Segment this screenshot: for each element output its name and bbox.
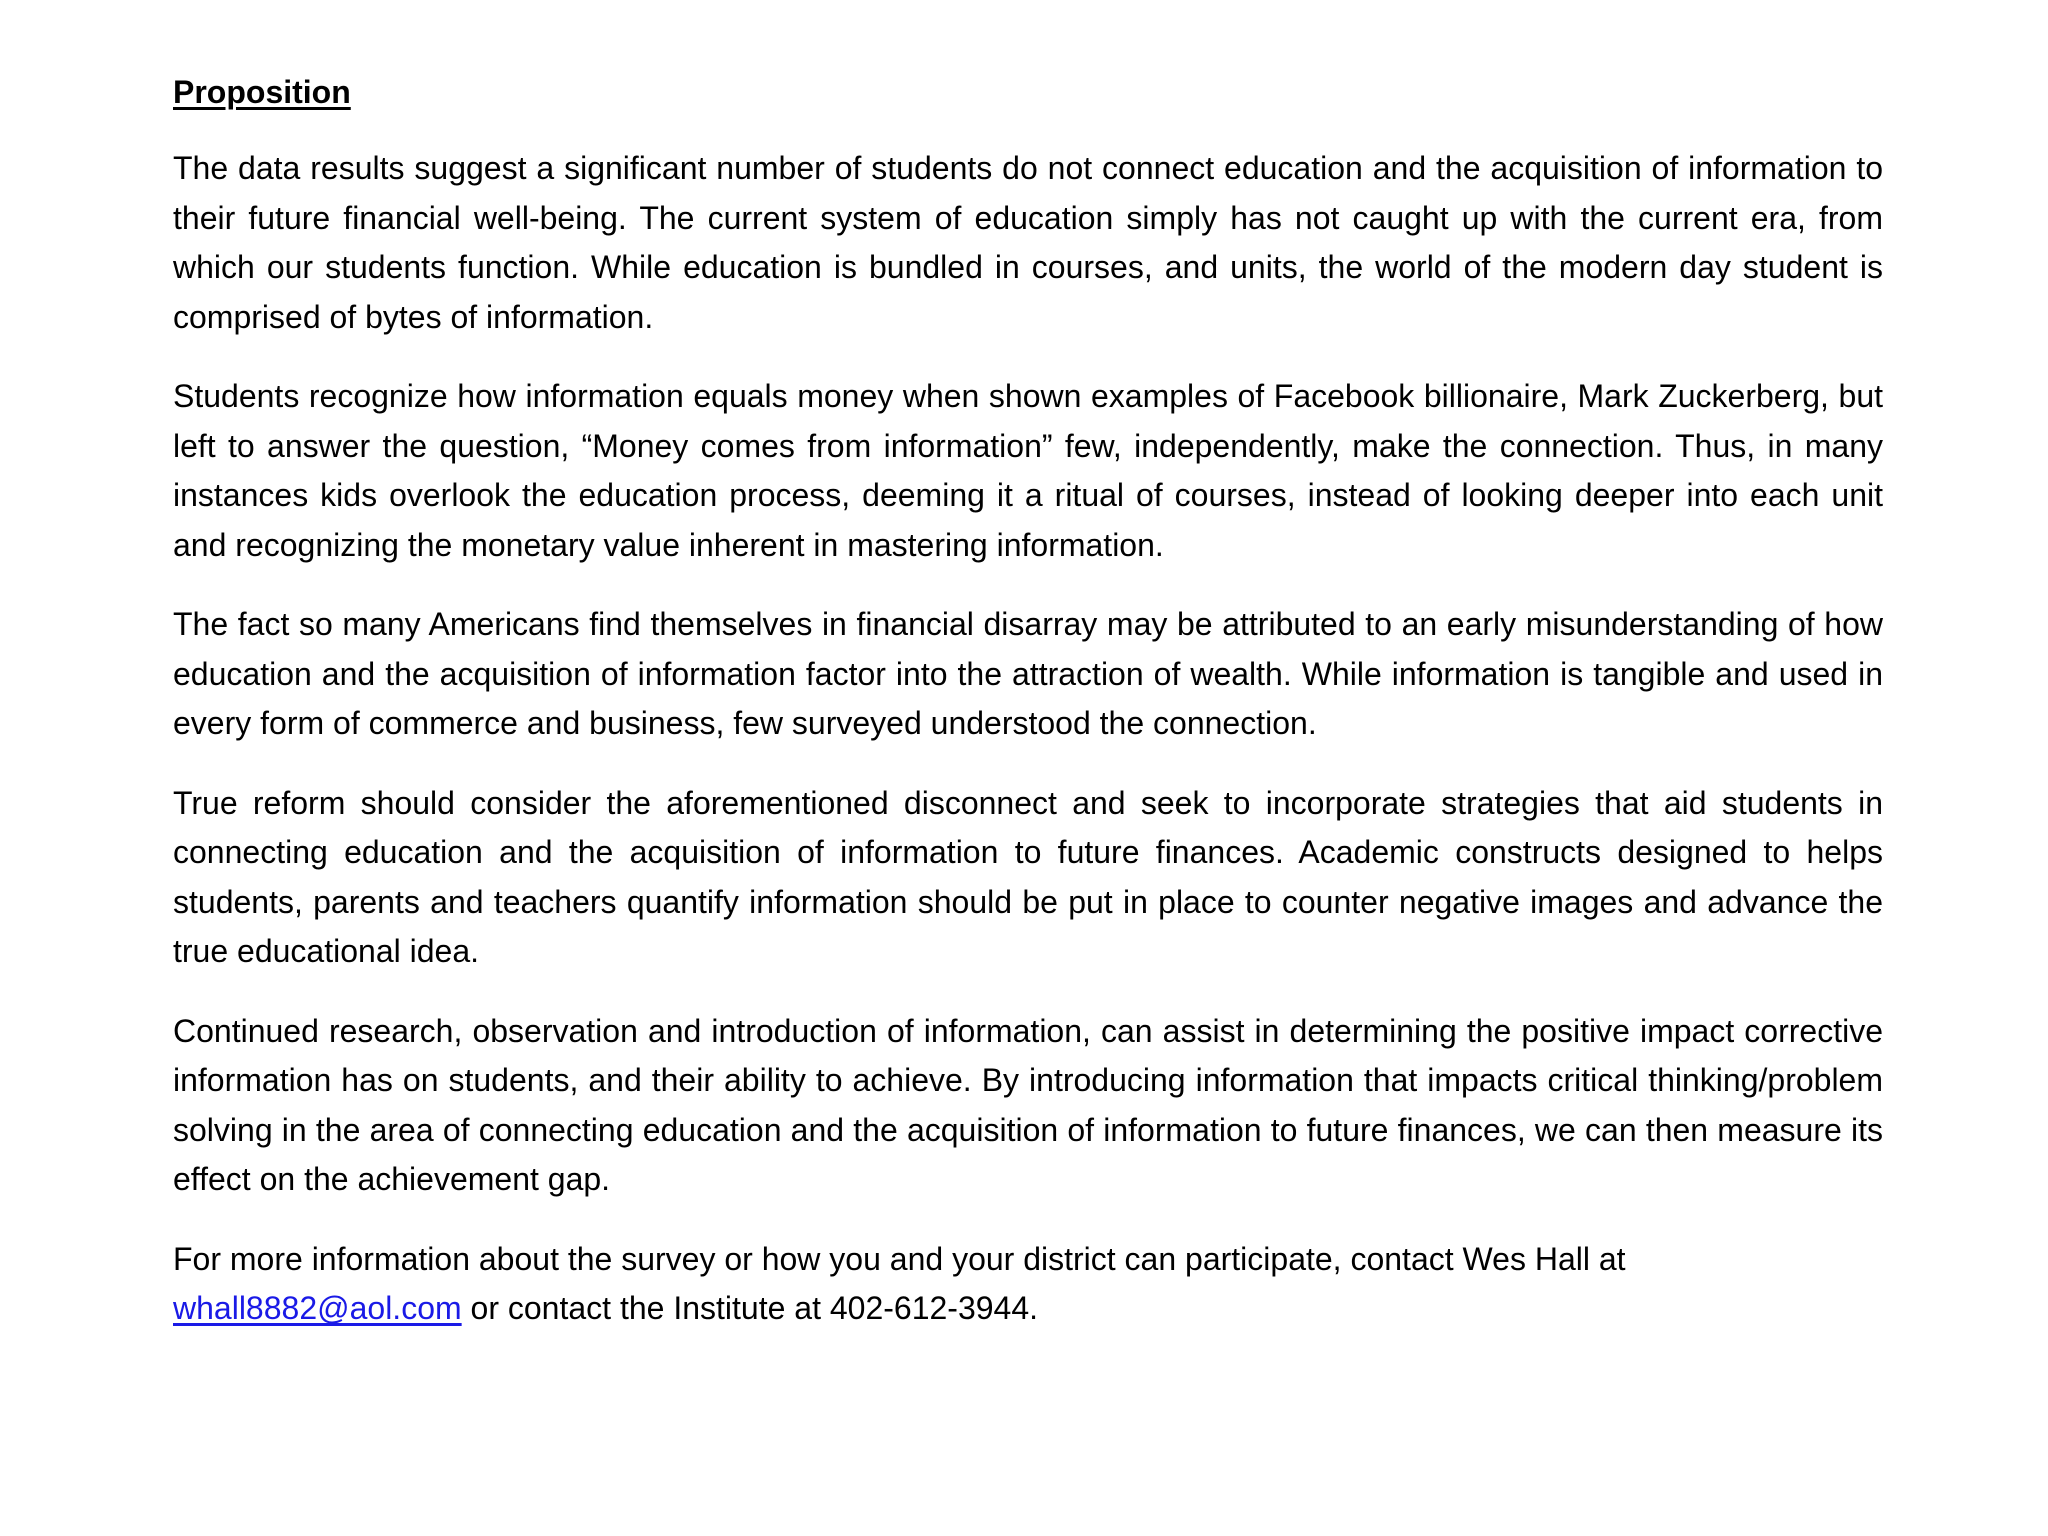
contact-outro: or contact the Institute at 402-612-3944. (470, 1290, 1039, 1326)
paragraph-5: Continued research, observation and introduction of information, can assist in determining the positive impact corrective information has on students, and their ability to achieve. By introducing information that impacts critical thinking/problem solving in the area of connecting education and the acquisition of information to future finances, we can then measure its effect on the achievement gap. (173, 1012, 1883, 1197)
contact-paragraph (173, 1235, 1883, 1334)
paragraph-1: The data results suggest a significant number of students do not connect education and the acquisition of information to their future financial well-being. The current system of education simply has not caught up with the current era, from which our students function. While education is bundled in courses, and units, the world of the modern day student is comprised of bytes of information. (173, 150, 1883, 335)
contact-intro: For more information about the survey or how you and your district can participate, contact Wes Hall at (173, 1240, 1626, 1277)
document-page (173, 70, 1883, 1334)
paragraph-2: Students recognize how information equals money when shown examples of Facebook billionaire, Mark Zuckerberg, but left to answer the question, “Money comes from information” few, independently, make the connection. Thus, in many instances kids overlook the education process, deeming it a ritual of courses, instead of looking deeper into each unit and recognizing the monetary value inherent in mastering information. (173, 378, 1883, 563)
paragraph-3: The fact so many Americans find themselves in financial disarray may be attributed to an early misunderstanding of how education and the acquisition of information factor into the attraction of wealth. While information is tangible and used in every form of commerce and business, few surveyed understood the connection. (173, 606, 1883, 741)
email-link[interactable]: whall8882@aol.com (173, 1290, 462, 1326)
paragraph-4: True reform should consider the aforementioned disconnect and seek to incorporate strategies that aid students in connecting education and the acquisition of information to future finances. Academic constructs designed to helps students, parents and teachers quantify information should be put in place to counter negative images and advance the true educational idea. (173, 784, 1883, 969)
page-heading: Proposition (173, 74, 351, 110)
